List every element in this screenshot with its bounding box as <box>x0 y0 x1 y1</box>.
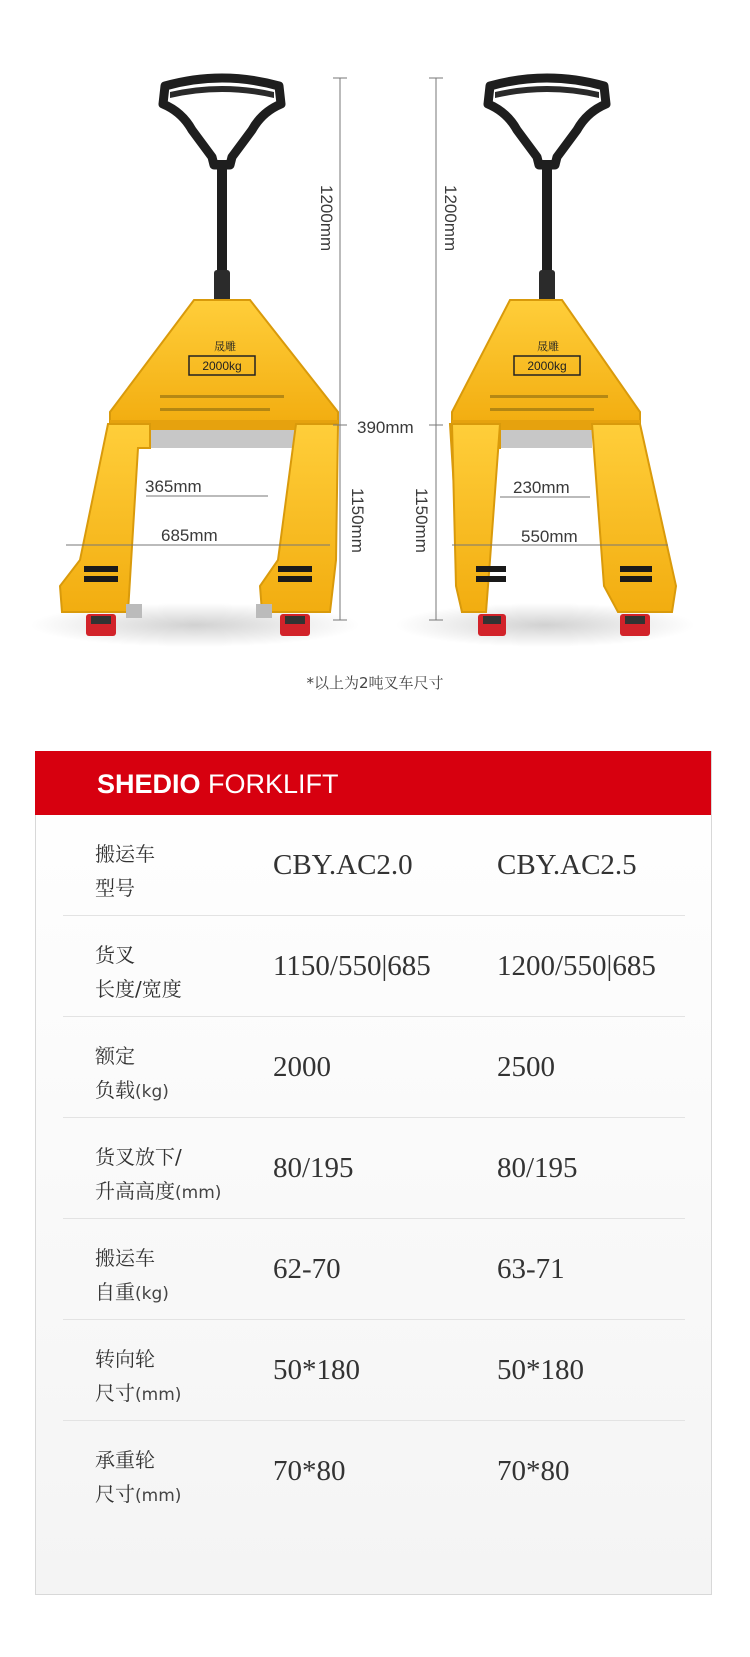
brand-name: SHEDIO <box>97 769 201 799</box>
value-col2: 70*80 <box>497 1455 570 1487</box>
right-inner-width-label: 230mm <box>513 478 570 497</box>
center-height-label: 390mm <box>357 418 414 437</box>
weight-label-right: 2000kg <box>527 359 567 373</box>
weight-label-left: 2000kg <box>202 359 242 373</box>
value-col2: 2500 <box>497 1051 555 1083</box>
spec-row-steering-wheel <box>63 1320 685 1421</box>
right-fork-length-label: 1150mm <box>412 488 431 553</box>
spec-row-fork-height <box>63 1118 685 1219</box>
left-inner-width-label: 365mm <box>145 477 202 496</box>
right-pallet-truck <box>395 78 695 647</box>
right-handle-height-label: 1200mm <box>441 185 460 252</box>
value-col2: CBY.AC2.5 <box>497 849 637 881</box>
spec-header <box>35 751 711 815</box>
spec-row-rated-load <box>63 1017 685 1118</box>
brand-suffix: FORKLIFT <box>200 769 339 799</box>
row-label: 承重轮 尺寸(mm) <box>95 1448 182 1506</box>
value-col2: 63-71 <box>497 1253 565 1285</box>
row-label: 货叉 长度/宽度 <box>95 943 182 1001</box>
left-outer-width-label: 685mm <box>161 526 218 545</box>
value-col1: 50*180 <box>273 1354 360 1386</box>
brand-logo-left: 晟雕 <box>214 340 236 353</box>
row-label: 额定 负载(kg) <box>95 1044 169 1102</box>
value-col1: CBY.AC2.0 <box>273 849 413 881</box>
value-col2: 50*180 <box>497 1354 584 1386</box>
left-pallet-truck <box>30 78 360 647</box>
row-label: 转向轮 尺寸(mm) <box>95 1347 182 1405</box>
value-col2: 80/195 <box>497 1152 578 1184</box>
value-col1: 80/195 <box>273 1152 354 1184</box>
left-handle-height-label: 1200mm <box>317 185 336 252</box>
forklift-diagram <box>0 0 750 700</box>
value-col1: 1150/550|685 <box>273 950 431 982</box>
value-col1: 70*80 <box>273 1455 346 1487</box>
row-label: 货叉放下/ 升高高度(mm) <box>95 1145 222 1203</box>
row-label: 搬运车 型号 <box>95 842 155 900</box>
spec-row-load-wheel <box>63 1421 685 1522</box>
value-col1: 62-70 <box>273 1253 341 1285</box>
brand-logo-right: 晟雕 <box>537 340 559 353</box>
spec-row-fork-size <box>63 916 685 1017</box>
value-col2: 1200/550|685 <box>497 950 656 982</box>
row-label: 搬运车 自重(kg) <box>95 1246 169 1304</box>
value-col1: 2000 <box>273 1051 331 1083</box>
spec-row-self-weight <box>63 1219 685 1320</box>
brand-title <box>97 769 339 800</box>
size-note: *以上为2吨叉车尺寸 <box>306 674 444 692</box>
spec-row-model <box>63 815 685 916</box>
right-outer-width-label: 550mm <box>521 527 578 546</box>
left-fork-length-label: 1150mm <box>348 488 367 553</box>
